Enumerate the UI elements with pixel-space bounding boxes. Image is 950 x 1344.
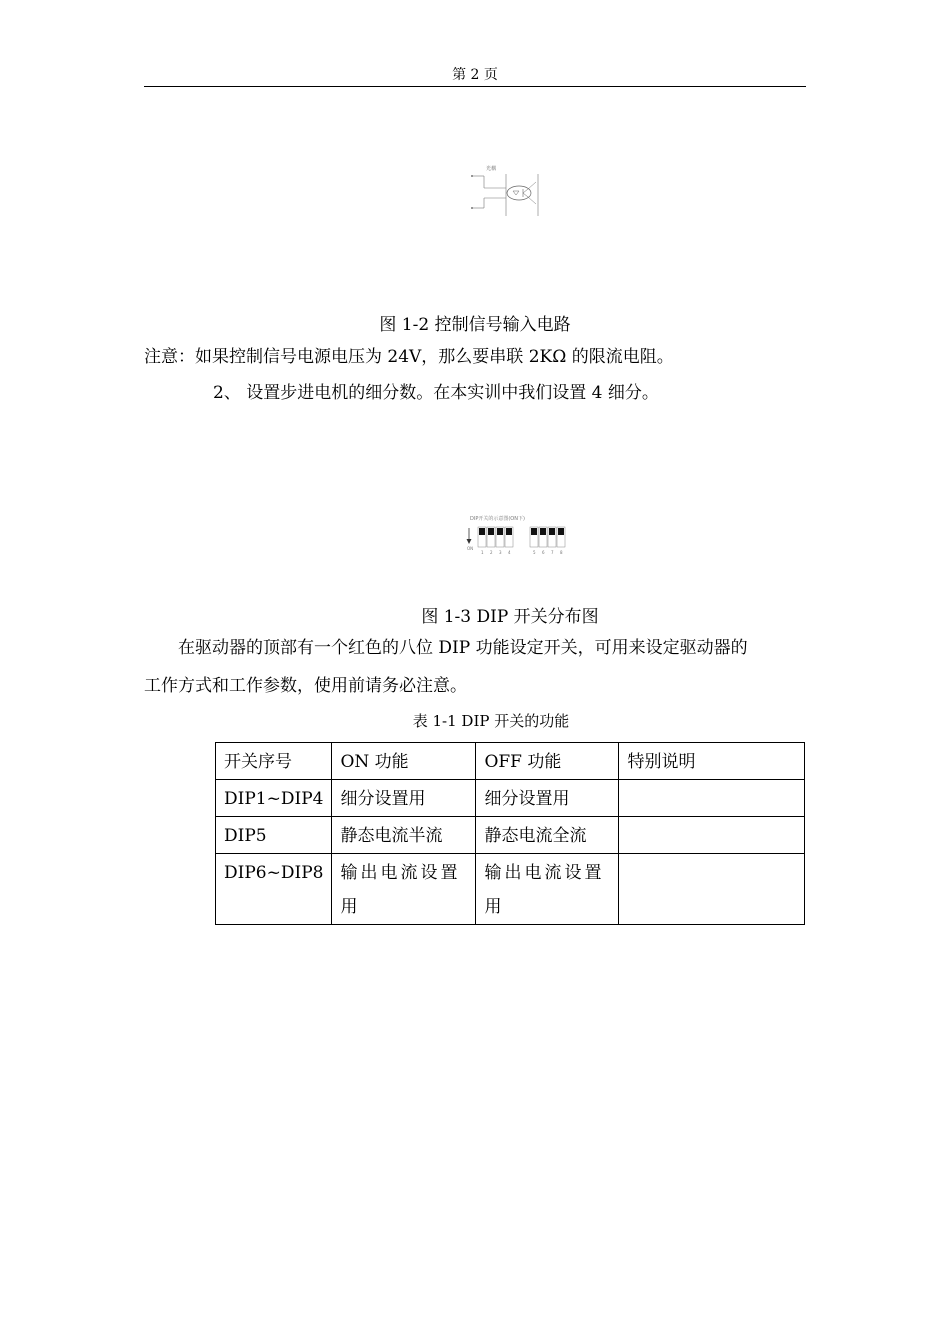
body-paragraph-line-2: 工作方式和工作参数，使用前请务必注意。 [144, 676, 467, 696]
table-cell [619, 780, 805, 817]
dip-figure-title: DIP开关的示意图(ON下) [470, 516, 525, 522]
dip-number-5: 5 [533, 550, 536, 555]
figure-1-3-caption: 图 1-3 DIP 开关分布图 [421, 607, 599, 627]
table-header-cell: ON 功能 [332, 743, 476, 780]
dip-number-3: 3 [499, 550, 502, 555]
page-header [144, 64, 806, 87]
table-cell: 细分设置用 [332, 780, 476, 817]
dip-number-4: 4 [508, 550, 511, 555]
control-input-circuit-figure [466, 160, 552, 224]
table-cell: DIP1~DIP4 [216, 780, 332, 817]
dip-switch-2 [487, 527, 495, 547]
step-2-text: 2、 设置步进电机的细分数。在本实训中我们设置 4 细分。 [213, 383, 659, 403]
table-cell: 静态电流半流 [332, 817, 476, 854]
table-1-1-caption: 表 1-1 DIP 开关的功能 [412, 712, 570, 730]
dip-switch-figure [464, 512, 576, 560]
dip-switch-3 [496, 527, 504, 547]
dip-switch-8 [557, 527, 565, 547]
dip-switch-7 [548, 527, 556, 547]
table-cell: DIP6~DIP8 [216, 854, 332, 925]
dip-switch-bank [478, 527, 565, 547]
table-header-cell: 特别说明 [619, 743, 805, 780]
optocoupler-label: 光耦 [486, 166, 497, 172]
table-cell: 输出电流设置用 [476, 854, 619, 925]
table-cell [619, 854, 805, 925]
dip-switch-5 [530, 527, 538, 547]
table-cell [619, 817, 805, 854]
dip-on-label: ON [467, 546, 474, 551]
table-header-cell: OFF 功能 [476, 743, 619, 780]
table-cell: 输出电流设置用 [332, 854, 476, 925]
dip-switch-6 [539, 527, 547, 547]
note-text: 注意：如果控制信号电源电压为 24V，那么要串联 2KΩ 的限流电阻。 [144, 347, 674, 367]
dip-function-table [215, 742, 805, 925]
body-paragraph-line-1: 在驱动器的顶部有一个红色的八位 DIP 功能设定开关，可用来设定驱动器的 [178, 638, 748, 658]
table-header-row [216, 743, 805, 780]
table-cell: 细分设置用 [476, 780, 619, 817]
page-number: 第 2 页 [452, 67, 498, 83]
dip-number-6: 6 [542, 550, 545, 555]
table-row [216, 854, 805, 925]
table-header-cell: 开关序号 [216, 743, 332, 780]
dip-number-7: 7 [551, 550, 554, 555]
dip-number-1: 1 [481, 550, 484, 555]
table-cell: 静态电流全流 [476, 817, 619, 854]
dip-switch-1 [478, 527, 486, 547]
dip-number-8: 8 [560, 550, 563, 555]
dip-number-2: 2 [490, 550, 493, 555]
table-row [216, 780, 805, 817]
figure-1-2-caption: 图 1-2 控制信号输入电路 [379, 315, 571, 335]
dip-switch-4 [505, 527, 513, 547]
table-row [216, 817, 805, 854]
table-cell: DIP5 [216, 817, 332, 854]
